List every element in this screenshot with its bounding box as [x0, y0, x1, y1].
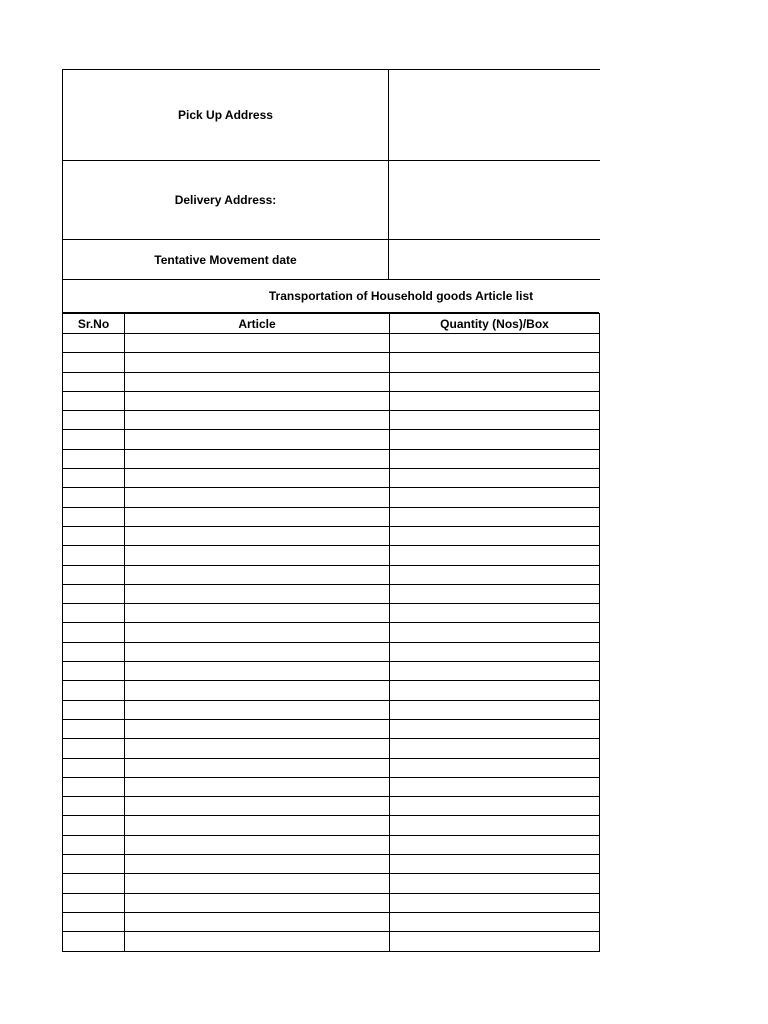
- sr-no-cell[interactable]: [63, 681, 125, 700]
- article-cell[interactable]: [125, 604, 390, 623]
- sr-no-cell[interactable]: [63, 739, 125, 758]
- quantity-cell[interactable]: [390, 449, 600, 468]
- quantity-cell[interactable]: [390, 584, 600, 603]
- sr-no-cell[interactable]: [63, 488, 125, 507]
- table-row: [63, 469, 600, 488]
- quantity-cell[interactable]: [390, 642, 600, 661]
- column-header-article: Article: [125, 314, 390, 334]
- household-goods-form: [62, 69, 599, 952]
- article-cell[interactable]: [125, 874, 390, 893]
- article-cell[interactable]: [125, 334, 390, 353]
- sr-no-cell[interactable]: [63, 391, 125, 410]
- quantity-cell[interactable]: [390, 334, 600, 353]
- article-cell[interactable]: [125, 719, 390, 738]
- article-cell[interactable]: [125, 893, 390, 912]
- article-cell[interactable]: [125, 469, 390, 488]
- quantity-cell[interactable]: [390, 411, 600, 430]
- movement-date-row: [63, 240, 600, 280]
- sr-no-cell[interactable]: [63, 874, 125, 893]
- table-row: [63, 546, 600, 565]
- sr-no-cell[interactable]: [63, 642, 125, 661]
- sr-no-cell[interactable]: [63, 449, 125, 468]
- article-cell[interactable]: [125, 835, 390, 854]
- quantity-cell[interactable]: [390, 353, 600, 372]
- quantity-cell[interactable]: [390, 507, 600, 526]
- sr-no-cell[interactable]: [63, 719, 125, 738]
- table-row: [63, 835, 600, 854]
- quantity-cell[interactable]: [390, 874, 600, 893]
- table-row: [63, 855, 600, 874]
- article-cell[interactable]: [125, 526, 390, 545]
- sr-no-cell[interactable]: [63, 855, 125, 874]
- table-row: [63, 623, 600, 642]
- pickup-row: [63, 70, 600, 161]
- sr-no-cell[interactable]: [63, 797, 125, 816]
- sr-no-cell[interactable]: [63, 411, 125, 430]
- sr-no-cell[interactable]: [63, 372, 125, 391]
- article-cell[interactable]: [125, 565, 390, 584]
- article-cell[interactable]: [125, 681, 390, 700]
- sr-no-cell[interactable]: [63, 353, 125, 372]
- sr-no-cell[interactable]: [63, 816, 125, 835]
- article-cell[interactable]: [125, 797, 390, 816]
- sr-no-cell[interactable]: [63, 604, 125, 623]
- sr-no-cell[interactable]: [63, 584, 125, 603]
- quantity-cell[interactable]: [390, 391, 600, 410]
- quantity-cell[interactable]: [390, 469, 600, 488]
- sr-no-cell[interactable]: [63, 623, 125, 642]
- table-row: [63, 797, 600, 816]
- article-cell[interactable]: [125, 700, 390, 719]
- sr-no-cell[interactable]: [63, 469, 125, 488]
- article-cell[interactable]: [125, 430, 390, 449]
- quantity-cell[interactable]: [390, 662, 600, 681]
- article-list-table: [62, 313, 600, 952]
- quantity-cell[interactable]: [390, 855, 600, 874]
- article-cell[interactable]: [125, 855, 390, 874]
- quantity-cell[interactable]: [390, 719, 600, 738]
- article-cell[interactable]: [125, 546, 390, 565]
- article-list-header: [63, 314, 600, 334]
- article-cell[interactable]: [125, 584, 390, 603]
- quantity-cell[interactable]: [390, 816, 600, 835]
- sr-no-cell[interactable]: [63, 546, 125, 565]
- table-row: [63, 430, 600, 449]
- address-table: [62, 69, 600, 280]
- delivery-row: [63, 161, 600, 240]
- quantity-cell[interactable]: [390, 623, 600, 642]
- table-row: [63, 662, 600, 681]
- table-row: [63, 932, 600, 951]
- table-row: [63, 758, 600, 777]
- sr-no-cell[interactable]: [63, 912, 125, 931]
- delivery-address-label: Delivery Address:: [63, 161, 389, 240]
- article-cell[interactable]: [125, 372, 390, 391]
- sr-no-cell[interactable]: [63, 758, 125, 777]
- table-row: [63, 411, 600, 430]
- quantity-cell[interactable]: [390, 700, 600, 719]
- sr-no-cell[interactable]: [63, 526, 125, 545]
- sr-no-cell[interactable]: [63, 334, 125, 353]
- table-row: [63, 604, 600, 623]
- article-cell[interactable]: [125, 739, 390, 758]
- quantity-cell[interactable]: [390, 372, 600, 391]
- table-row: [63, 565, 600, 584]
- article-list-body: [63, 334, 600, 952]
- quantity-cell[interactable]: [390, 912, 600, 931]
- pickup-address-field[interactable]: [389, 70, 600, 161]
- quantity-cell[interactable]: [390, 604, 600, 623]
- delivery-address-field[interactable]: [389, 161, 600, 240]
- table-row: [63, 912, 600, 931]
- table-row: [63, 874, 600, 893]
- table-row: [63, 372, 600, 391]
- article-cell[interactable]: [125, 758, 390, 777]
- article-cell[interactable]: [125, 411, 390, 430]
- table-row: [63, 584, 600, 603]
- sr-no-cell[interactable]: [63, 893, 125, 912]
- sr-no-cell[interactable]: [63, 777, 125, 796]
- quantity-cell[interactable]: [390, 893, 600, 912]
- article-cell[interactable]: [125, 932, 390, 951]
- column-header-quantity: Quantity (Nos)/Box: [390, 314, 600, 334]
- movement-date-field[interactable]: [389, 240, 600, 280]
- quantity-cell[interactable]: [390, 488, 600, 507]
- sr-no-cell[interactable]: [63, 507, 125, 526]
- article-cell[interactable]: [125, 777, 390, 796]
- table-row: [63, 719, 600, 738]
- table-row: [63, 816, 600, 835]
- article-list-title: Transportation of Household goods Article list: [62, 280, 599, 313]
- quantity-cell[interactable]: [390, 565, 600, 584]
- quantity-cell[interactable]: [390, 546, 600, 565]
- sr-no-cell[interactable]: [63, 835, 125, 854]
- table-row: [63, 391, 600, 410]
- movement-date-label: Tentative Movement date: [63, 240, 389, 280]
- article-cell[interactable]: [125, 507, 390, 526]
- article-cell[interactable]: [125, 353, 390, 372]
- sr-no-cell[interactable]: [63, 932, 125, 951]
- quantity-cell[interactable]: [390, 430, 600, 449]
- table-row: [63, 507, 600, 526]
- article-cell[interactable]: [125, 391, 390, 410]
- table-row: [63, 739, 600, 758]
- quantity-cell[interactable]: [390, 739, 600, 758]
- table-row: [63, 449, 600, 468]
- table-row: [63, 681, 600, 700]
- column-header-sr-no: Sr.No: [63, 314, 125, 334]
- article-cell[interactable]: [125, 623, 390, 642]
- article-cell[interactable]: [125, 912, 390, 931]
- sr-no-cell[interactable]: [63, 700, 125, 719]
- sr-no-cell[interactable]: [63, 565, 125, 584]
- quantity-cell[interactable]: [390, 758, 600, 777]
- article-cell[interactable]: [125, 662, 390, 681]
- article-cell[interactable]: [125, 449, 390, 468]
- table-row: [63, 642, 600, 661]
- quantity-cell[interactable]: [390, 777, 600, 796]
- quantity-cell[interactable]: [390, 681, 600, 700]
- table-row: [63, 334, 600, 353]
- table-row: [63, 526, 600, 545]
- quantity-cell[interactable]: [390, 797, 600, 816]
- pickup-address-label: Pick Up Address: [63, 70, 389, 161]
- quantity-cell[interactable]: [390, 526, 600, 545]
- quantity-cell[interactable]: [390, 932, 600, 951]
- table-row: [63, 353, 600, 372]
- table-row: [63, 700, 600, 719]
- sr-no-cell[interactable]: [63, 430, 125, 449]
- quantity-cell[interactable]: [390, 835, 600, 854]
- table-row: [63, 777, 600, 796]
- article-cell[interactable]: [125, 488, 390, 507]
- sr-no-cell[interactable]: [63, 662, 125, 681]
- article-cell[interactable]: [125, 816, 390, 835]
- table-row: [63, 893, 600, 912]
- article-cell[interactable]: [125, 642, 390, 661]
- table-row: [63, 488, 600, 507]
